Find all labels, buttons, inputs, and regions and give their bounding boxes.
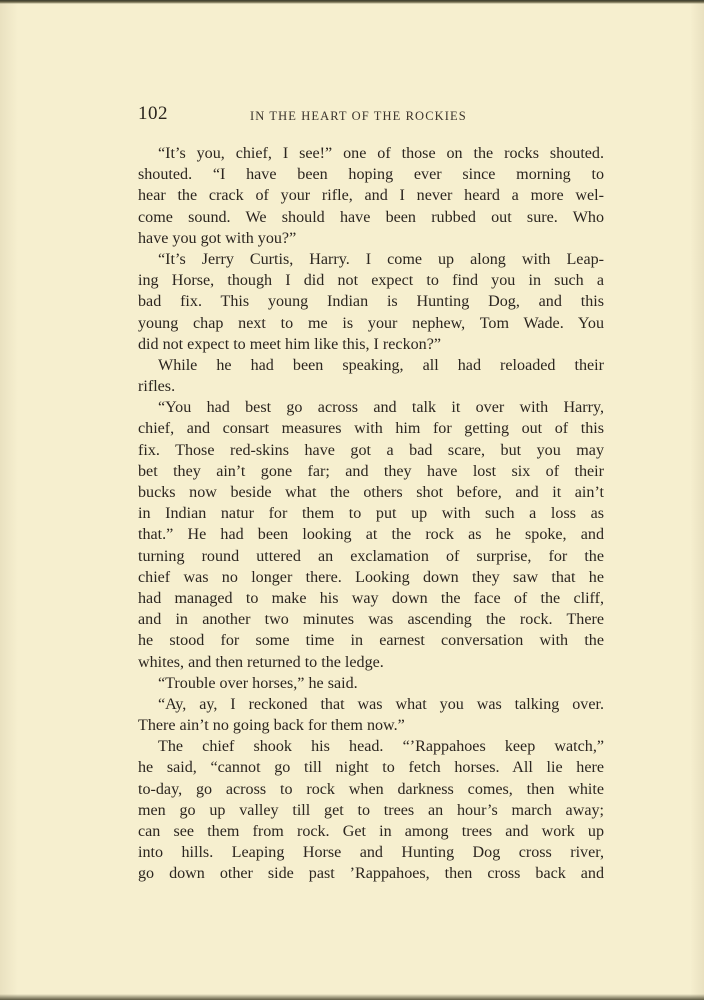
text-line: “It’s you, chief, I see!” one of those on the rocks shouted. bbox=[158, 145, 604, 162]
text-line: chief was no longer there. Looking down they saw that he bbox=[138, 568, 604, 586]
body-text bbox=[138, 143, 604, 885]
text-line: The chief shook his head. “’Rappahoes keep watch,” bbox=[158, 738, 604, 756]
page-top-edge bbox=[0, 0, 704, 4]
text-line: have you got with you?” bbox=[138, 229, 297, 247]
text-line: ing Horse, though I did not expect to find you in such a bbox=[138, 272, 604, 290]
running-head bbox=[138, 103, 602, 127]
text-line: into hills. Leaping Horse and Hunting Dog cross river, bbox=[138, 844, 604, 862]
page-bottom-edge bbox=[0, 994, 704, 1000]
text-line: that.” He had been looking at the rock as he spoke, and bbox=[138, 526, 604, 544]
text-line: “Trouble over horses,” he said. bbox=[158, 674, 358, 692]
text-line: rifles. bbox=[138, 378, 176, 396]
text-line: turning round uttered an exclamation of surprise, for the bbox=[138, 547, 604, 565]
text-line: go down other side past ’Rappahoes, then cross back and bbox=[138, 865, 604, 883]
text-line: “It’s Jerry Curtis, Harry. I come up along with Leap- bbox=[158, 250, 604, 268]
text-line: and in another two minutes was ascending the rock. There bbox=[138, 611, 604, 629]
text-line: chief, and consart measures with him for getting out of this bbox=[138, 420, 604, 438]
text-line: bad fix. This young Indian is Hunting Dog, and this bbox=[138, 293, 604, 311]
text-line: shouted. “I have been hoping ever since morning to bbox=[138, 166, 604, 184]
text-line: bet they ain’t gone far; and they have lost six of their bbox=[138, 462, 604, 480]
text-line: to-day, go across to rock when darkness comes, then white bbox=[138, 780, 604, 798]
text-line: come sound. We should have been rubbed out sure. Who bbox=[138, 208, 604, 226]
text-line: young chap next to me is your nephew, Tom Wade. You bbox=[138, 314, 604, 332]
text-line: whites, and then returned to the ledge. bbox=[138, 653, 384, 671]
text-line: men go up valley till get to trees an hour’s march away; bbox=[138, 801, 604, 819]
text-line: he stood for some time in earnest conversation with the bbox=[138, 632, 604, 650]
text-line: bucks now beside what the others shot before, and it ain’t bbox=[138, 484, 604, 501]
text-line: hear the crack of your rifle, and I never heard a more wel- bbox=[138, 187, 604, 205]
text-line: did not expect to meet him like this, I reckon?” bbox=[138, 335, 442, 353]
text-line: can see them from rock. Get in among trees and work up bbox=[138, 823, 604, 840]
text-line: in Indian natur for them to put up with such a loss as bbox=[138, 505, 604, 523]
running-title: IN THE HEART OF THE ROCKIES bbox=[250, 109, 467, 123]
text-line: had managed to make his way down the face of the cliff, bbox=[138, 589, 604, 607]
text-line: There ain’t no going back for them now.” bbox=[138, 717, 405, 735]
text-line: fix. Those red-skins have got a bad scare, but you may bbox=[138, 441, 604, 459]
text-line: “You had best go across and talk it over with Harry, bbox=[158, 399, 604, 417]
text-line: “Ay, ay, I reckoned that was what you was talking over. bbox=[158, 695, 604, 713]
page-number: 102 bbox=[138, 103, 168, 124]
text-line: While he had been speaking, all had reloaded their bbox=[158, 356, 604, 374]
text-line: he said, “cannot go till night to fetch horses. All lie here bbox=[138, 759, 604, 777]
